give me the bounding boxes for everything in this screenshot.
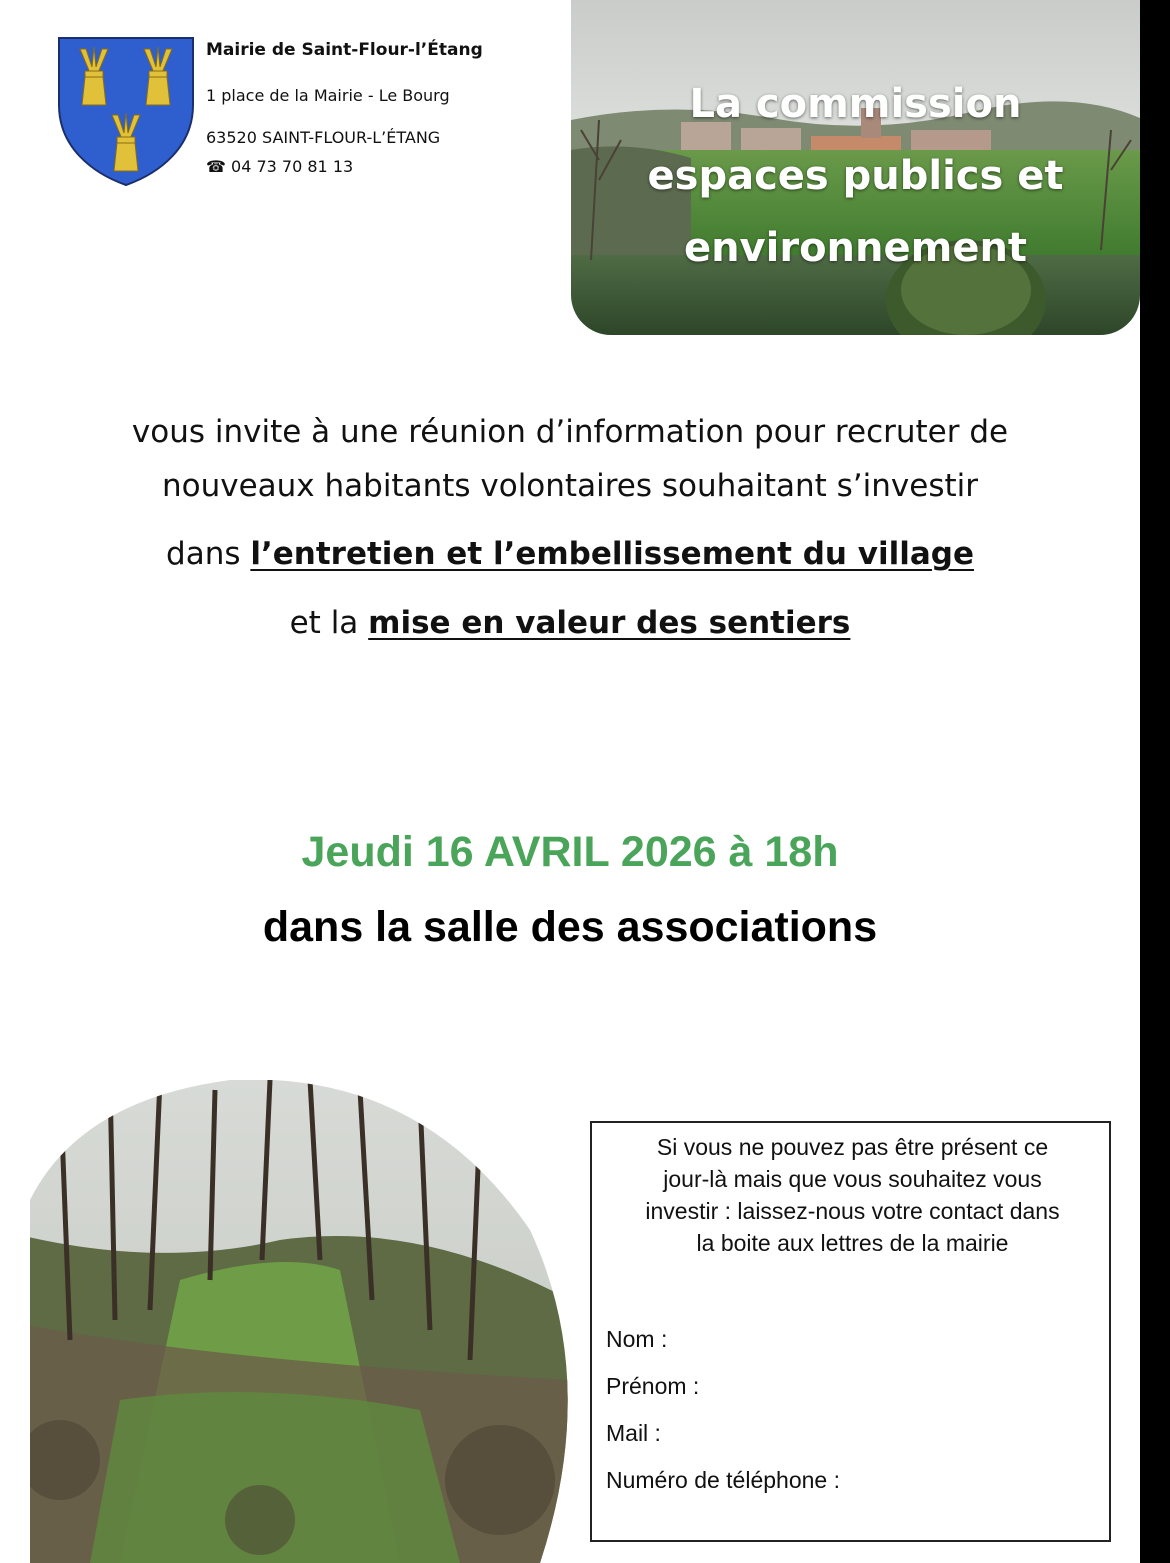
invitation-line-3: dans l’entretien et l’embellissement du village <box>166 536 974 572</box>
contact-instructions: Si vous ne pouvez pas être présent ce jour-là mais que vous souhaitez vous investir : laissez-nous votre contact dans la boite aux lettres de la mairie <box>645 1134 1060 1256</box>
commission-title: La commission espaces publics et environnement <box>647 81 1064 271</box>
event-date: Jeudi 16 AVRIL 2026 à 18h <box>301 828 839 876</box>
phone-number: 04 73 70 81 13 <box>231 157 354 176</box>
invitation-line-2: nouveaux habitants volontaires souhaitant s’investir <box>161 468 979 504</box>
field-telephone: Numéro de téléphone : <box>606 1467 840 1493</box>
phone-line <box>206 157 353 176</box>
invitation-line-4: et la mise en valeur des sentiers <box>289 605 851 641</box>
screen-edge-bar <box>1140 0 1170 1563</box>
event-location: dans la salle des associations <box>262 903 878 951</box>
field-nom: Nom : <box>606 1326 668 1352</box>
maintenance-emphasis: l’entretien et l’embellissement du village <box>250 536 974 572</box>
hero-village-photo <box>571 0 1140 335</box>
org-name: Mairie de Saint-Flour-l’Étang <box>206 40 483 60</box>
phone-icon: ☎ <box>206 157 226 176</box>
coat-of-arms-icon <box>56 35 196 187</box>
trails-emphasis: mise en valeur des sentiers <box>368 605 851 641</box>
contact-form-box <box>590 1121 1111 1542</box>
field-mail: Mail : <box>606 1420 661 1446</box>
field-prenom: Prénom : <box>606 1373 700 1399</box>
forest-path-photo <box>0 1080 570 1563</box>
postal-city: 63520 SAINT-FLOUR-L’ÉTANG <box>206 128 441 147</box>
invitation-line-1: vous invite à une réunion d’information pour recruter de <box>131 414 1009 450</box>
address-line: 1 place de la Mairie - Le Bourg <box>206 86 450 105</box>
